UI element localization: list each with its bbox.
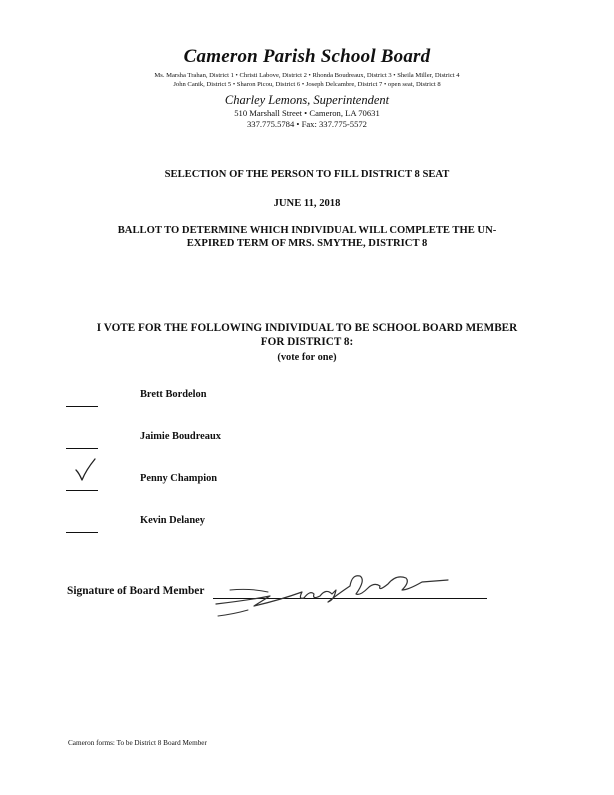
vote-statement-line-1: I VOTE FOR THE FOLLOWING INDIVIDUAL TO BE SCHOOL BOARD MEMBER [96, 322, 518, 334]
ballot-date: JUNE 11, 2018 [273, 198, 341, 209]
handwritten-signature [210, 560, 450, 618]
candidate-name: Penny Champion [140, 473, 218, 484]
letterhead [0, 46, 614, 130]
checkmark-icon [74, 458, 96, 482]
superintendent-name: Charley Lemons, Superintendent [224, 93, 390, 107]
vote-statement [0, 321, 614, 349]
candidate-name: Kevin Delaney [140, 515, 205, 526]
vote-blank[interactable] [66, 406, 98, 407]
board-members-list [0, 71, 614, 89]
board-members-line-2: John Canik, District 5 • Sharon Picou, District 6 • Joseph Delcambre, District 7 • open seat, District 8 [173, 81, 441, 88]
phone-fax: 337.775.5784 • Fax: 337.775-5572 [247, 119, 367, 129]
candidate-name: Brett Bordelon [140, 389, 207, 400]
vote-blank[interactable] [66, 532, 98, 533]
vote-blank[interactable] [66, 490, 98, 491]
board-members-line-1: Ms. Marsha Trahan, District 1 • Christi Labove, District 2 • Rhonda Boudreaux, District 3 • Sheila Miller, District 4 [154, 72, 460, 79]
signature-label: Signature of Board Member [67, 585, 205, 597]
ballot-purpose [0, 224, 614, 250]
vote-instruction: (vote for one) [277, 352, 337, 363]
candidate-row-kevin-delaney [66, 513, 366, 533]
ballot-purpose-line-1: BALLOT TO DETERMINE WHICH INDIVIDUAL WILL COMPLETE THE UN- [117, 225, 497, 236]
vote-statement-line-2: FOR DISTRICT 8: [260, 336, 354, 348]
vote-blank[interactable] [66, 448, 98, 449]
footer-note: Cameron forms: To be District 8 Board Member [68, 739, 207, 747]
candidate-name: Jaimie Boudreaux [140, 431, 221, 442]
candidate-row-jaimie-boudreaux [66, 429, 366, 449]
ballot-purpose-line-2: EXPIRED TERM OF MRS. SMYTHE, DISTRICT 8 [186, 238, 428, 249]
address: 510 Marshall Street • Cameron, LA 70631 [234, 108, 380, 118]
candidate-row-brett-bordelon [66, 387, 366, 407]
ballot-title: SELECTION OF THE PERSON TO FILL DISTRICT 8 SEAT [164, 169, 450, 180]
organization-name: Cameron Parish School Board [183, 46, 431, 67]
candidate-row-penny-champion [66, 471, 366, 491]
